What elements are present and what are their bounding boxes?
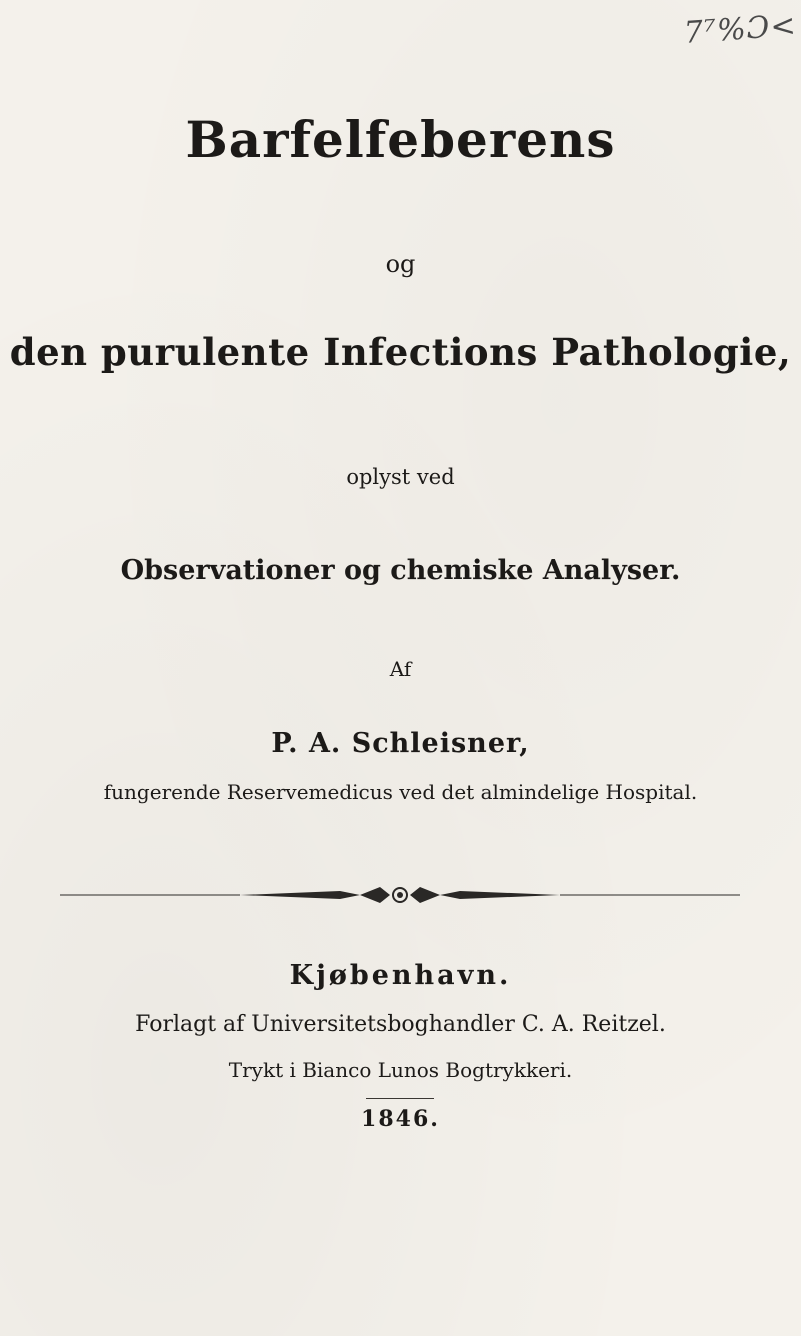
imprint-city: Kjøbenhavn. [289,960,512,991]
imprint-publisher: Forlagt af Universitetsboghandler C. A. Reitzel. [135,1012,666,1037]
author-name: P. A. Schleisner, [271,728,530,759]
oplyst-line: oplyst ved [346,465,455,489]
observations-line: Observationer og chemiske Analyser. [120,555,681,586]
sub-title: den purulente Infections Pathologie, [9,330,792,374]
imprint-year: 1846. [361,1106,440,1132]
ornamental-rule [40,880,760,910]
by-line: Af [389,657,412,681]
main-title: Barfelfeberens [185,110,616,169]
imprint-printer: Trykt i Bianco Lunos Bogtrykkeri. [228,1058,573,1082]
short-divider [366,1098,434,1099]
author-position: fungerende Reservemedicus ved det almindelige Hospital. [103,780,698,804]
title-conjunction: og [385,250,416,278]
handwritten-shelfmark: 7⁷%Ɔ< [683,8,799,51]
